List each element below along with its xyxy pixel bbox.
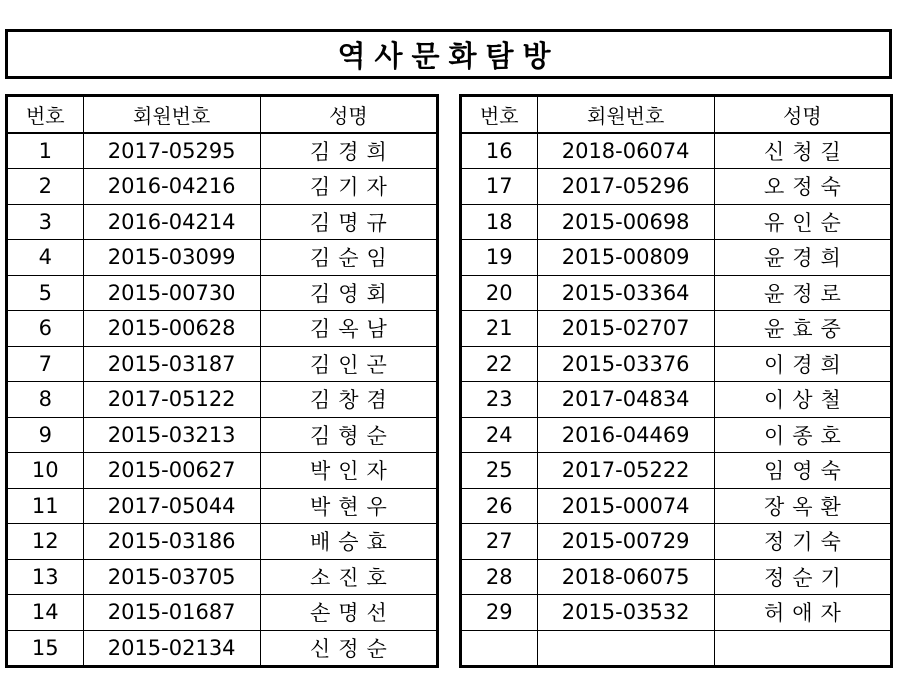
member-name-cell: 장옥환 <box>714 488 891 524</box>
member-name-cell: 김순임 <box>260 240 437 276</box>
member-name-cell: 김옥남 <box>260 311 437 347</box>
table-row <box>7 630 438 667</box>
table-row <box>7 595 438 631</box>
header-name: 성명 <box>714 96 891 133</box>
table-row <box>7 417 438 453</box>
member-name-cell: 이경희 <box>714 346 891 382</box>
member-name-cell: 배승효 <box>260 524 437 560</box>
table-row <box>7 559 438 595</box>
member-number-cell: 19 <box>461 240 538 276</box>
member-number-cell: 13 <box>7 559 84 595</box>
member-number-cell: 22 <box>461 346 538 382</box>
member-id-cell: 2016-04469 <box>537 417 714 453</box>
member-id-cell: 2015-00809 <box>537 240 714 276</box>
member-number-cell: 3 <box>7 204 84 240</box>
member-number-cell: 6 <box>7 311 84 347</box>
member-name-cell: 정기숙 <box>714 524 891 560</box>
table-row <box>7 169 438 205</box>
table-row <box>7 346 438 382</box>
member-number-cell: 23 <box>461 382 538 418</box>
member-id-cell: 2017-04834 <box>537 382 714 418</box>
table-row <box>7 133 438 169</box>
member-number-cell: 28 <box>461 559 538 595</box>
roster-body-right <box>461 133 892 667</box>
member-id-cell: 2018-06075 <box>537 559 714 595</box>
member-number-cell: 27 <box>461 524 538 560</box>
member-id-cell: 2015-00729 <box>537 524 714 560</box>
member-number-cell: 14 <box>7 595 84 631</box>
member-name-cell: 허애자 <box>714 595 891 631</box>
member-name-cell: 김명규 <box>260 204 437 240</box>
member-number-cell: 2 <box>7 169 84 205</box>
roster-table-left <box>5 94 439 668</box>
header-member-id: 회원번호 <box>537 96 714 133</box>
table-row <box>7 204 438 240</box>
member-number-cell: 20 <box>461 275 538 311</box>
member-id-cell: 2015-03376 <box>537 346 714 382</box>
member-name-cell: 윤효중 <box>714 311 891 347</box>
member-name-cell: 이종호 <box>714 417 891 453</box>
table-row <box>461 275 892 311</box>
member-number-cell: 18 <box>461 204 538 240</box>
table-row <box>461 382 892 418</box>
table-row <box>461 630 892 667</box>
table-row <box>461 488 892 524</box>
member-name-cell: 손명선 <box>260 595 437 631</box>
table-row <box>461 169 892 205</box>
member-id-cell: 2015-00074 <box>537 488 714 524</box>
member-name-cell: 김기자 <box>260 169 437 205</box>
member-number-cell: 21 <box>461 311 538 347</box>
member-number-cell: 29 <box>461 595 538 631</box>
header-row <box>7 96 438 133</box>
table-row <box>7 275 438 311</box>
header-name: 성명 <box>260 96 437 133</box>
member-number-cell: 12 <box>7 524 84 560</box>
table-row <box>7 524 438 560</box>
member-number-cell: 17 <box>461 169 538 205</box>
member-name-cell: 임영숙 <box>714 453 891 489</box>
member-number-cell <box>461 630 538 667</box>
table-row <box>461 133 892 169</box>
member-id-cell: 2015-02134 <box>83 630 260 667</box>
member-id-cell: 2015-00628 <box>83 311 260 347</box>
member-id-cell: 2015-03705 <box>83 559 260 595</box>
member-id-cell: 2016-04214 <box>83 204 260 240</box>
table-row <box>461 595 892 631</box>
member-id-cell: 2015-03364 <box>537 275 714 311</box>
member-number-cell: 11 <box>7 488 84 524</box>
roster-table-right <box>459 94 893 668</box>
member-id-cell: 2015-00730 <box>83 275 260 311</box>
member-name-cell: 박현우 <box>260 488 437 524</box>
member-id-cell: 2015-03187 <box>83 346 260 382</box>
member-name-cell: 신청길 <box>714 133 891 169</box>
table-row <box>461 417 892 453</box>
member-name-cell: 김형순 <box>260 417 437 453</box>
member-number-cell: 8 <box>7 382 84 418</box>
member-name-cell: 김인곤 <box>260 346 437 382</box>
table-row <box>461 453 892 489</box>
header-number: 번호 <box>7 96 84 133</box>
member-number-cell: 7 <box>7 346 84 382</box>
member-id-cell: 2017-05296 <box>537 169 714 205</box>
member-number-cell: 10 <box>7 453 84 489</box>
member-number-cell: 25 <box>461 453 538 489</box>
member-name-cell: 김경희 <box>260 133 437 169</box>
member-number-cell: 15 <box>7 630 84 667</box>
member-name-cell: 윤경희 <box>714 240 891 276</box>
member-name-cell: 오정숙 <box>714 169 891 205</box>
table-row <box>7 488 438 524</box>
member-id-cell: 2018-06074 <box>537 133 714 169</box>
member-number-cell: 1 <box>7 133 84 169</box>
member-id-cell: 2015-01687 <box>83 595 260 631</box>
member-id-cell: 2015-03186 <box>83 524 260 560</box>
member-number-cell: 5 <box>7 275 84 311</box>
roster-body-left <box>7 133 438 667</box>
member-id-cell: 2017-05295 <box>83 133 260 169</box>
member-number-cell: 26 <box>461 488 538 524</box>
table-row <box>461 311 892 347</box>
member-name-cell <box>714 630 891 667</box>
table-row <box>461 559 892 595</box>
table-row <box>7 453 438 489</box>
member-id-cell: 2015-00698 <box>537 204 714 240</box>
header-row <box>461 96 892 133</box>
member-id-cell: 2015-03532 <box>537 595 714 631</box>
member-id-cell: 2017-05044 <box>83 488 260 524</box>
member-name-cell: 박인자 <box>260 453 437 489</box>
member-name-cell: 김창겸 <box>260 382 437 418</box>
member-id-cell <box>537 630 714 667</box>
member-id-cell: 2017-05122 <box>83 382 260 418</box>
member-number-cell: 9 <box>7 417 84 453</box>
member-id-cell: 2015-02707 <box>537 311 714 347</box>
member-name-cell: 정순기 <box>714 559 891 595</box>
header-number: 번호 <box>461 96 538 133</box>
member-id-cell: 2017-05222 <box>537 453 714 489</box>
member-id-cell: 2015-00627 <box>83 453 260 489</box>
member-id-cell: 2016-04216 <box>83 169 260 205</box>
member-id-cell: 2015-03213 <box>83 417 260 453</box>
member-name-cell: 유인순 <box>714 204 891 240</box>
member-name-cell: 이상철 <box>714 382 891 418</box>
page-title: 역사문화탐방 <box>337 38 560 73</box>
title-box <box>5 29 892 79</box>
table-row <box>461 524 892 560</box>
member-number-cell: 24 <box>461 417 538 453</box>
table-row <box>461 204 892 240</box>
header-member-id: 회원번호 <box>83 96 260 133</box>
table-row <box>461 346 892 382</box>
table-row <box>7 311 438 347</box>
table-row <box>7 382 438 418</box>
member-number-cell: 4 <box>7 240 84 276</box>
member-name-cell: 김영회 <box>260 275 437 311</box>
table-row <box>7 240 438 276</box>
member-name-cell: 신정순 <box>260 630 437 667</box>
member-id-cell: 2015-03099 <box>83 240 260 276</box>
member-name-cell: 윤정로 <box>714 275 891 311</box>
table-row <box>461 240 892 276</box>
member-name-cell: 소진호 <box>260 559 437 595</box>
member-number-cell: 16 <box>461 133 538 169</box>
